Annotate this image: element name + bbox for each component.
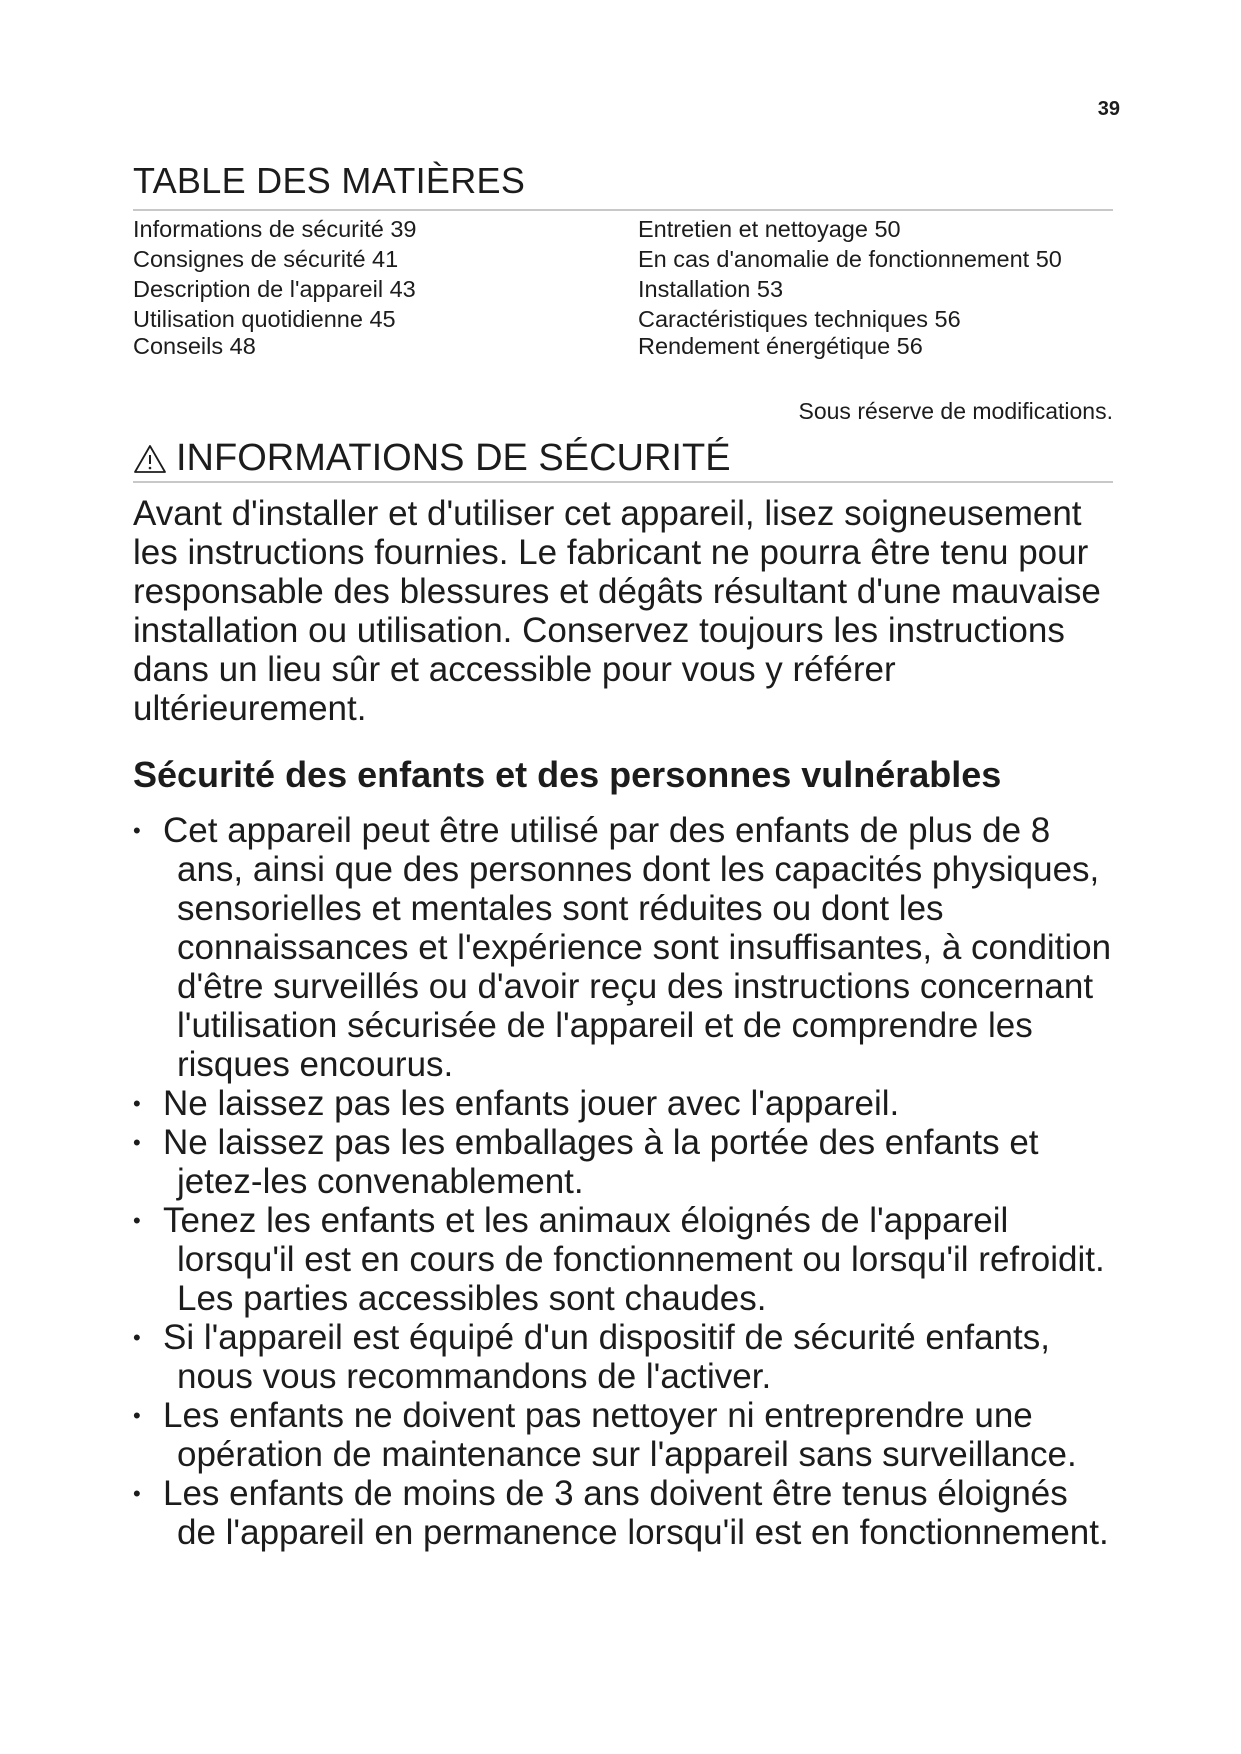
toc-item: Rendement énergétique 56 [638,333,923,359]
toc-title: TABLE DES MATIÈRES [133,160,526,201]
list-item: • Les enfants ne doivent pas nettoyer ni entreprendre une opération de maintenance sur l'appareil sans surveillance. [133,1396,1077,1474]
toc-item: En cas d'anomalie de fonctionnement 50 [638,246,1062,272]
toc-item: Caractéristiques techniques 56 [638,306,961,332]
bullet-icon: • [133,1481,141,1506]
toc-item: Informations de sécurité 39 [133,216,417,242]
bullet-icon: • [133,1325,141,1350]
toc-item: Entretien et nettoyage 50 [638,216,901,242]
children-safety-list [133,811,1113,1552]
list-item: • Tenez les enfants et les animaux éloignés de l'appareil lorsqu'il est en cours de fonctionnement ou lorsqu'il refroidit. Les parties accessibles sont chaudes. [133,1201,1105,1318]
list-item: • Cet appareil peut être utilisé par des enfants de plus de 8 ans, ainsi que des personnes dont les capacités physiques, sensorielles et mentales sont réduites ou dont les connaissances et l'expérience sont insuffisantes, à condition d'être surveillés ou d'avoir reçu des instructions concernant l'utilisation sécurisée de l'appareil et de comprendre les risques encourus. [133,811,1112,1084]
toc-item: Conseils 48 [133,333,256,359]
toc-item: Utilisation quotidienne 45 [133,306,396,332]
list-item: • Ne laissez pas les emballages à la portée des enfants et jetez-les convenablement. [133,1123,1039,1201]
toc-divider [133,209,1113,211]
list-item: • Ne laissez pas les enfants jouer avec l'appareil. [133,1084,900,1123]
page-number: 39 [1097,98,1120,120]
toc-right-column [638,214,1062,361]
reserve-note: Sous réserve de modifications. [798,398,1113,424]
children-safety-heading: Sécurité des enfants et des personnes vulnérables [133,754,1002,795]
bullet-icon: • [133,818,141,843]
safety-heading-text: INFORMATIONS DE SÉCURITÉ [176,437,731,479]
bullet-icon: • [133,1130,141,1155]
list-item: • Les enfants de moins de 3 ans doivent être tenus éloignés de l'appareil en permanence lorsqu'il est en fonctionnement. [133,1474,1109,1552]
toc-left-column [133,214,416,361]
safety-divider [133,481,1113,483]
list-item: • Si l'appareil est équipé d'un dispositif de sécurité enfants, nous vous recommandons de l'activer. [133,1318,1050,1396]
bullet-icon: • [133,1208,141,1233]
toc-item: Installation 53 [638,276,784,302]
bullet-icon: • [133,1091,141,1116]
bullet-icon: • [133,1403,141,1428]
safety-intro: Avant d'installer et d'utiliser cet appareil, lisez soigneusement les instructions fournies. Le fabricant ne pourra être tenu pour responsable des blessures et dégâts résultant d'une mauvaise installation ou utilisation. Conservez toujours les instructions dans un lieu sûr et accessible pour vous y référer ultérieurement. [133,494,1101,728]
toc-item: Description de l'appareil 43 [133,276,416,302]
toc-item: Consignes de sécurité 41 [133,246,399,272]
safety-heading [133,437,731,480]
warning-triangle-icon [133,443,167,475]
